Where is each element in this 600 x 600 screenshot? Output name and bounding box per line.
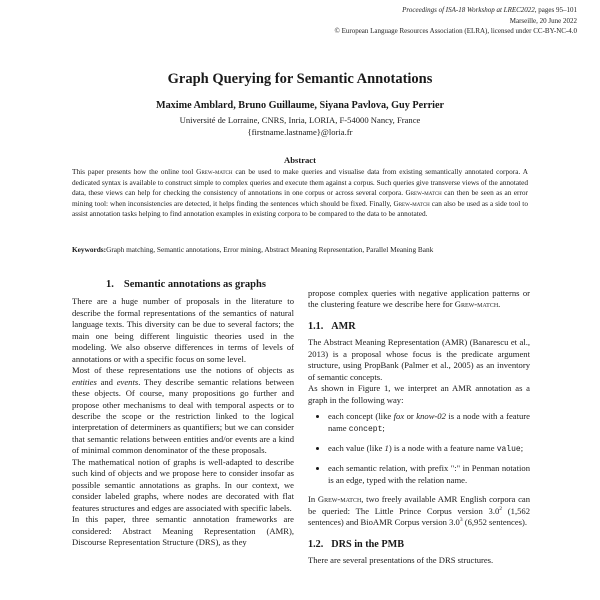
tool-name: Grew-match bbox=[405, 188, 442, 198]
affiliation-block bbox=[0, 114, 600, 138]
paragraph: As shown in Figure 1, we interpret an AMR annotation as a graph in the following way: bbox=[308, 383, 530, 405]
abstract-paragraph: This paper presents how the online tool Grew-match can be used to make queries and visualise data from existing semantically annotated corpora. A dedicated syntax is available to construct simple to complex queries and execute them against a corpus. Such queries give transverse views of the annotated data, these views can help for checking the consistency of annotations in one corpus or across several corpora. Grew-match can then be seen as an error mining tool: when inconsistencies are detected, it helps finding the sentences which should be fixed. Finally, Grew-match can also be used as a side tool to assist annotation tasks helping to find annotation examples in existing corpora to be compared to the data to be annotated. bbox=[72, 167, 529, 219]
paragraph: There are several presentations of the DRS structures. bbox=[308, 555, 494, 566]
list-item: • each semantic relation, with prefix ":" in Penman notation is an edge, typed with the relation name. bbox=[328, 463, 530, 486]
paragraph: The mathematical notion of graphs is well-adapted to describe such kind of objects and we propose here to consider insofar as possible semantic annotations as graphs. In our context, we consider labeled graphs, where nodes are decorated with flat features structures and edges are associated with specific labels. bbox=[72, 456, 294, 513]
paragraph: Most of these representations use the notions of objects as entities and events. They describe semantic relations between these objects. Of course, many propositions go further and propose other mechanisms to deal with temporal aspects or to describe the scope or the restriction linked to the logical interpretation of determiners as quantifiers; but we can consider that semantic relations between entities and/or events are a kind of minimal common denominator of the these proposals. bbox=[72, 365, 294, 456]
tool-name: Grew-match bbox=[196, 167, 233, 176]
author-list: Maxime Amblard, Bruno Guillaume, Siyana Pavlova, Guy Perrier bbox=[155, 100, 445, 111]
subsection-heading-drs: 1.2. DRS in the PMB bbox=[308, 538, 405, 550]
list-item: • each concept (like fox or know-02 is a node with a feature name concept; bbox=[328, 411, 530, 435]
paragraph: In Grew-match, two freely available AMR English corpora can be queried: The Little Prince Corpus version $3.0^2$ (1,562 sentences) and BioAMR Corpus version $3.0^3$ (6,952 sentences). bbox=[308, 494, 530, 528]
keywords-label: Keywords: bbox=[72, 245, 107, 254]
keywords-block bbox=[72, 245, 528, 256]
proceedings-line: Proceedings of ISA-18 Workshop at LREC2022, pages 95–101 bbox=[402, 6, 577, 14]
paper-title: Graph Querying for Semantic Annotations bbox=[167, 71, 433, 87]
tool-name: Grew-match bbox=[454, 299, 499, 310]
abstract-body bbox=[72, 167, 528, 220]
tool-name: Grew-match bbox=[393, 198, 430, 208]
section-heading: 1. Semantic annotations as graphs bbox=[106, 279, 266, 290]
paragraph: propose complex queries with negative application patterns or the clustering feature we describe here for Grew-match. bbox=[308, 288, 530, 310]
keywords-text: Graph matching, Semantic annotations, Error mining, Abstract Meaning Representation, Parallel Meaning Bank bbox=[106, 245, 434, 254]
bullet-list bbox=[308, 411, 530, 486]
venue-date-line: Marseille, 20 June 2022 bbox=[509, 16, 577, 25]
paragraph: The Abstract Meaning Representation (AMR) (Banarescu et al., 2013) is a proposal whose focus is the predicate argument structure, using PropBank (Palmer et al., 2005) as an inventory of semantic concepts. bbox=[308, 337, 530, 382]
list-item: • each value (like 1) is a node with a feature name value; bbox=[328, 443, 530, 455]
footnote-marker: 3 bbox=[459, 517, 463, 524]
right-column bbox=[308, 288, 530, 567]
left-column bbox=[72, 279, 294, 548]
page-header bbox=[335, 5, 577, 37]
abstract-heading: Abstract bbox=[284, 155, 316, 165]
subsection-heading-amr: 1.1. AMR bbox=[308, 320, 356, 332]
paragraph: There are a huge number of proposals in the literature to describe the formal representations of the semantics of natural language texts. This diversity can be due to several factors; the main one being different linguistic theories used in the modeling. We also observe differences in terms of levels of annotations or with a specific focus on some level. bbox=[72, 296, 294, 364]
author-email: {firstname.lastname}@loria.fr bbox=[247, 127, 353, 137]
paragraph: In this paper, three semantic annotation frameworks are considered: Abstract Meaning Representation (AMR), Discourse Representation Structure (DRS), as they bbox=[72, 514, 294, 547]
affiliation: Université de Lorraine, CNRS, Inria, LORIA, F-54000 Nancy, France bbox=[179, 115, 421, 125]
footnote-marker: 2 bbox=[499, 505, 503, 512]
tool-name: Grew-match bbox=[317, 494, 362, 505]
license-line: © European Language Resources Association (ELRA), licensed under CC-BY-NC-4.0 bbox=[334, 27, 577, 35]
